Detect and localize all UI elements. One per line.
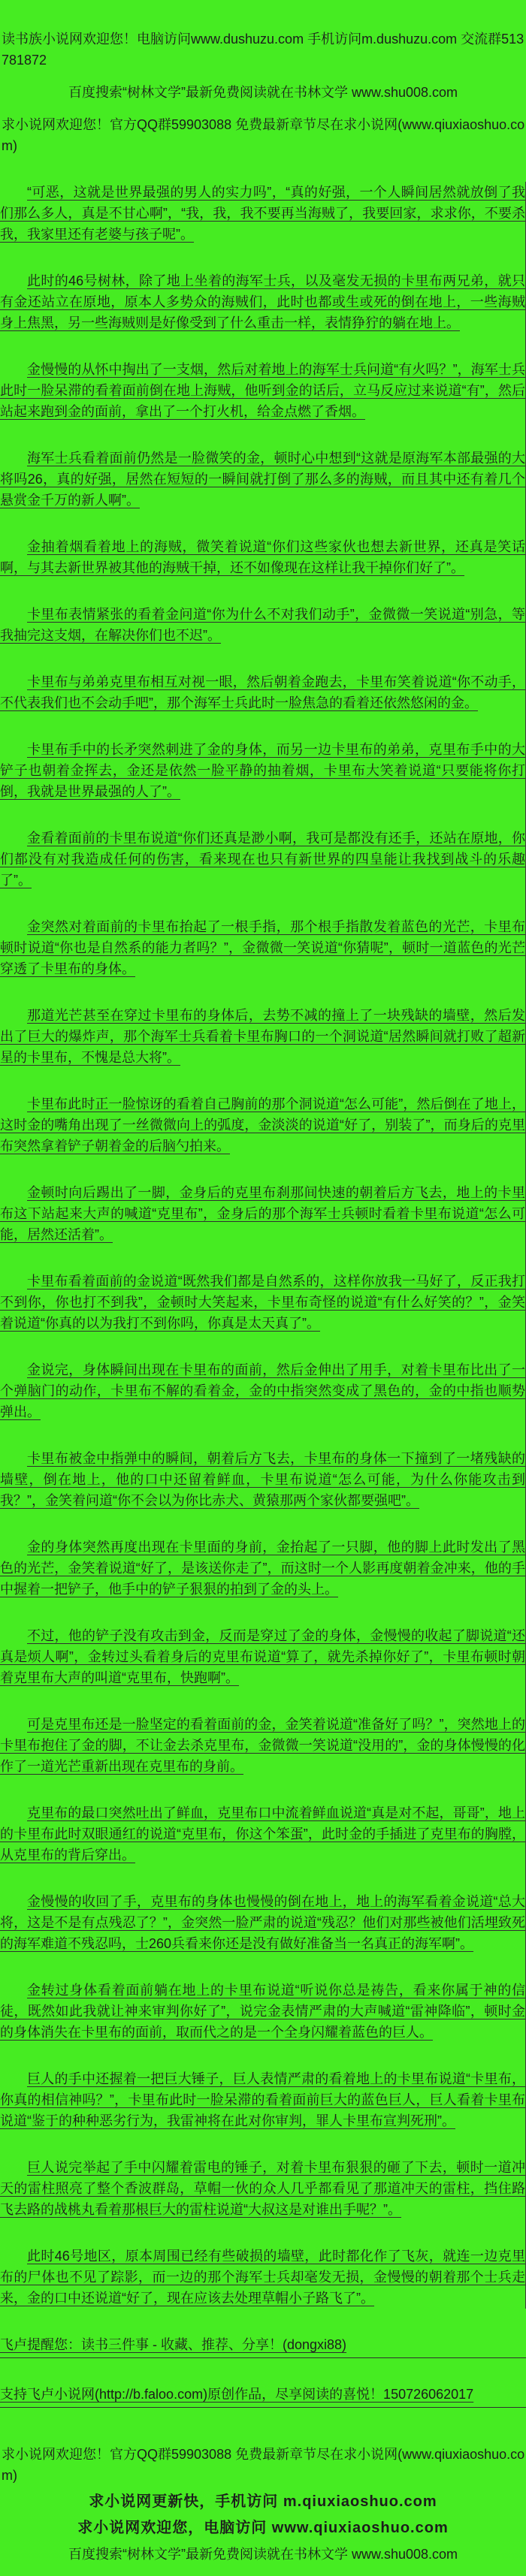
chapter-paragraph: 卡里布手中的长矛突然刺进了金的身体，而另一边卡里布的弟弟，克里布手中的大铲子也朝着金挥去，金还是依然一脸平静的抽着烟，卡里布大笑着说道“只要能将你打倒，我就是世界最强的人了”。 (0, 742, 525, 799)
chapter-paragraph: 金慢慢的从怀中掏出了一支烟，然后对着地上的海军士兵问道“有火吗？”，海军士兵此时一脸呆滞的看着面前倒在地上海贼，他听到金的话后，立马反应过来说道“有”，然后站起来跑到金的面前，拿出了一个打火机，给金点燃了香烟。 (0, 362, 525, 419)
header-banners (0, 29, 526, 156)
chapter-paragraph: 卡里布表情紧张的看着金问道“你为什么不对我们动手”，金微微一笑说道“别急，等我抽完这支烟，在解决你们也不迟”。 (0, 607, 525, 643)
chapter-paragraph: 卡里布看着面前的金说道“既然我们都是自然系的，这样你放我一马好了，反正我打不到你，你也打不到我”，金顿时大笑起来，卡里布奇怪的说道“有什么好笑的？”，金笑着说道“你真的以为我打不到你吗，你真是太天真了”。 (0, 1274, 525, 1331)
chapter-content (0, 182, 526, 2309)
chapter-paragraph: 金转过身体看着面前躺在地上的卡里布说道“听说你总是祷告，看来你属于神的信徒，既然如此我就让神来审判你好了”，说完金表情严肃的大声喊道“雷神降临”，顿时金的身体消失在卡里布的面前，取而代之的是一个全身闪耀着蓝色的巨人。 (0, 1983, 525, 2040)
footer-banners (0, 2444, 526, 2565)
faloo-reminder-line: 飞卢提醒您：读书三件事 - 收藏、推荐、分享！(dongxi88) (0, 2334, 526, 2358)
faloo-notice (0, 2334, 526, 2408)
site-banner-qiuxiaoshuo: 求小说网欢迎您！官方QQ群59903088 免费最新章节尽在求小说网(www.qiuxiaoshuo.com) (2, 117, 525, 153)
chapter-paragraph: 可是克里布还是一脸坚定的看着面前的金，金笑着说道“准备好了吗？”，突然地上的卡里布抱住了金的脚，不让金去杀克里布，金微微一笑说道“没用的”，金的身体慢慢的化作了一道光芒重新出现在克里布的身前。 (0, 1717, 525, 1774)
chapter-paragraph: 那道光芒甚至在穿过卡里布的身体后，去势不减的撞上了一块残缺的墙壁，然后发出了巨大的爆炸声，那个海军士兵看着卡里布胸口的一个洞说道“居然瞬间就打败了超新星的卡里布，不愧是总大将”。 (0, 1008, 525, 1065)
chapter-paragraph: 金慢慢的收回了手，克里布的身体也慢慢的倒在地上，地上的海军看着金说道“总大将，这是不是有点残忍了？”，金突然一脸严肃的说道“残忍？他们对那些被他们活埋致死的海军难道不残忍吗，士260兵看来你还是没有做好准备当一名真正的海军啊”。 (0, 1894, 525, 1951)
site-banner-shu008: 百度搜索“树林文学”最新免费阅读就在书林文学 www.shu008.com (68, 85, 458, 100)
chapter-paragraph: 此时的46号树林，除了地上坐着的海军士兵，以及毫发无损的卡里布两兄弟，就只有金还站立在原地，原本人多势众的海贼们，此时也都或生或死的倒在地上，一些海贼身上焦黑，另一些海贼则是好像受到了什么重击一样，表情狰狞的躺在地上。 (0, 273, 525, 330)
chapter-paragraph: 金突然对着面前的卡里布抬起了一根手指，那个根手指散发着蓝色的光芒，卡里布顿时说道“你也是自然系的能力者吗？”，金微微一笑说道“你猜呢”，顿时一道蓝色的光芒穿透了卡里布的身体。 (0, 919, 525, 976)
footer-banner-mobile: 求小说网更新快，手机访问 m.qiuxiaoshuo.com (89, 2493, 437, 2510)
footer-banner-pc: 求小说网欢迎您，电脑访问 www.qiuxiaoshuo.com (77, 2520, 449, 2536)
chapter-paragraph: 卡里布与弟弟克里布相互对视一眼，然后朝着金跑去，卡里布笑着说道“你不动手，不代表我们也不会动手吧”，那个海军士兵此时一脸焦急的看着还依然悠闲的金。 (0, 674, 525, 710)
chapter-paragraph: 卡里布被金中指弹中的瞬间，朝着后方飞去，卡里布的身体一下撞到了一堵残缺的墙壁，倒在地上，他的口中还留着鲜血，卡里布说道“怎么可能，为什么你能攻击到我？”，金笑着问道“你不会以为你比赤犬、黄猿那两个家伙都要强吧”。 (0, 1451, 525, 1508)
chapter-paragraph: 卡里布此时正一脸惊讶的看着自己胸前的那个洞说道“怎么可能”，然后倒在了地上，这时金的嘴角出现了一丝微微向上的弧度，金淡淡的说道“好了，别装了”，而身后的克里布突然拿着铲子朝着金的后脑勺拍来。 (0, 1096, 525, 1154)
footer-banner-shu008: 百度搜索“树林文学”最新免费阅读就在书林文学 www.shu008.com (68, 2547, 458, 2562)
chapter-paragraph: 此时46号地区，原本周围已经有些破损的墙壁，此时都化作了飞灰，就连一边克里布的尸体也不见了踪影，而一边的那个海军士兵却毫发无损，金慢慢的朝着那个士兵走来，金的口中还说道“好了，现在应该去处理草帽小子路飞了”。 (0, 2249, 525, 2306)
chapter-paragraph: “可恶，这就是世界最强的男人的实力吗”，“真的好强，一个人瞬间居然就放倒了我们那么多人，真是不甘心啊”，“我，我，我不要再当海贼了，我要回家，求求你，不要杀我，我家里还有老婆与孩子呢”。 (0, 185, 525, 242)
chapter-paragraph: 克里布的最口突然吐出了鲜血，克里布口中流着鲜血说道“真是对不起，哥哥”，地上的卡里布此时双眼通红的说道“克里布，你这个笨蛋”，此时金的手插进了克里布的胸膛，从克里布的背后穿出。 (0, 1805, 525, 1863)
faloo-support-line: 支持飞卢小说网(http://b.faloo.com)原创作品，尽享阅读的喜悦！150726062017 (0, 2384, 526, 2408)
chapter-paragraph: 巨人说完举起了手中闪耀着雷电的锤子，对着卡里布狠狠的砸了下去，顿时一道冲天的雷柱照亮了整个香波群岛，草帽一伙的众人几乎都看见了那道冲天的雷柱，挡住路飞去路的战桃丸看着那根巨大的雷柱说道“大叔这是对谁出手呢？”。 (0, 2160, 525, 2217)
chapter-paragraph: 金看着面前的卡里布说道“你们还真是渺小啊，我可是都没有还手，还站在原地，你们都没有对我造成任何的伤害，看来现在也只有新世界的四皇能让我找到战斗的乐趣了”。 (0, 831, 525, 888)
footer-banner-qq: 求小说网欢迎您！官方QQ群59903088 免费最新章节尽在求小说网(www.qiuxiaoshuo.com) (2, 2447, 525, 2483)
site-banner-dushuzu: 读书族小说网欢迎您！电脑访问www.dushuzu.com 手机访问m.dushuzu.com 交流群513781872 (2, 32, 524, 68)
chapter-paragraph: 不过，他的铲子没有攻击到金，反而是穿过了金的身体，金慢慢的收起了脚说道“还真是烦人啊”，金转过头看着身后的克里布说道“算了，就先杀掉你好了”，卡里布顿时朝着克里布大声的叫道“克里布，快跑啊”。 (0, 1628, 525, 1685)
chapter-paragraph: 巨人的手中还握着一把巨大锤子，巨人表情严肃的看着地上的卡里布说道“卡里布，你真的相信神吗？”，卡里布此时一脸呆滞的看着面前巨大的蓝色巨人，巨人看着卡里布说道“鉴于的种种恶劣行为，我雷神将在此对你审判，罪人卡里布宣判死刑”。 (0, 2071, 525, 2128)
chapter-paragraph: 金抽着烟看着地上的海贼，微笑着说道“你们这些家伙也想去新世界，还真是笑话啊，与其去新世界被其他的海贼干掉，还不如像现在这样让我干掉你们好了”。 (0, 539, 525, 575)
chapter-paragraph: 金的身体突然再度出现在卡里面的身前，金抬起了一只脚，他的脚上此时发出了黑色的光芒，金笑着说道“好了，是该送你走了”，而这时一个人影再度朝着金冲来，他的手中握着一把铲子，他手中的铲子狠狠的拍到了金的头上。 (0, 1540, 525, 1597)
chapter-paragraph: 金说完，身体瞬间出现在卡里布的面前，然后金伸出了用手，对着卡里布比出了一个弹脑门的动作，卡里布不解的看着金，金的中指突然变成了黑色的，金的中指也顺势弹出。 (0, 1362, 525, 1419)
chapter-paragraph: 海军士兵看着面前仍然是一脸微笑的金，顿时心中想到“这就是原海军本部最强的大将吗26，真的好强，居然在短短的一瞬间就打倒了那么多的海贼，而且其中还有着几个悬赏金千万的新人啊”。 (0, 451, 525, 508)
chapter-paragraph: 金顿时向后踢出了一脚，金身后的克里布刹那间快速的朝着后方飞去，地上的卡里布这下站起来大声的喊道“克里布”，金身后的那个海军士兵顿时看着卡里布说道“怎么可能，居然还活着”。 (0, 1185, 525, 1242)
